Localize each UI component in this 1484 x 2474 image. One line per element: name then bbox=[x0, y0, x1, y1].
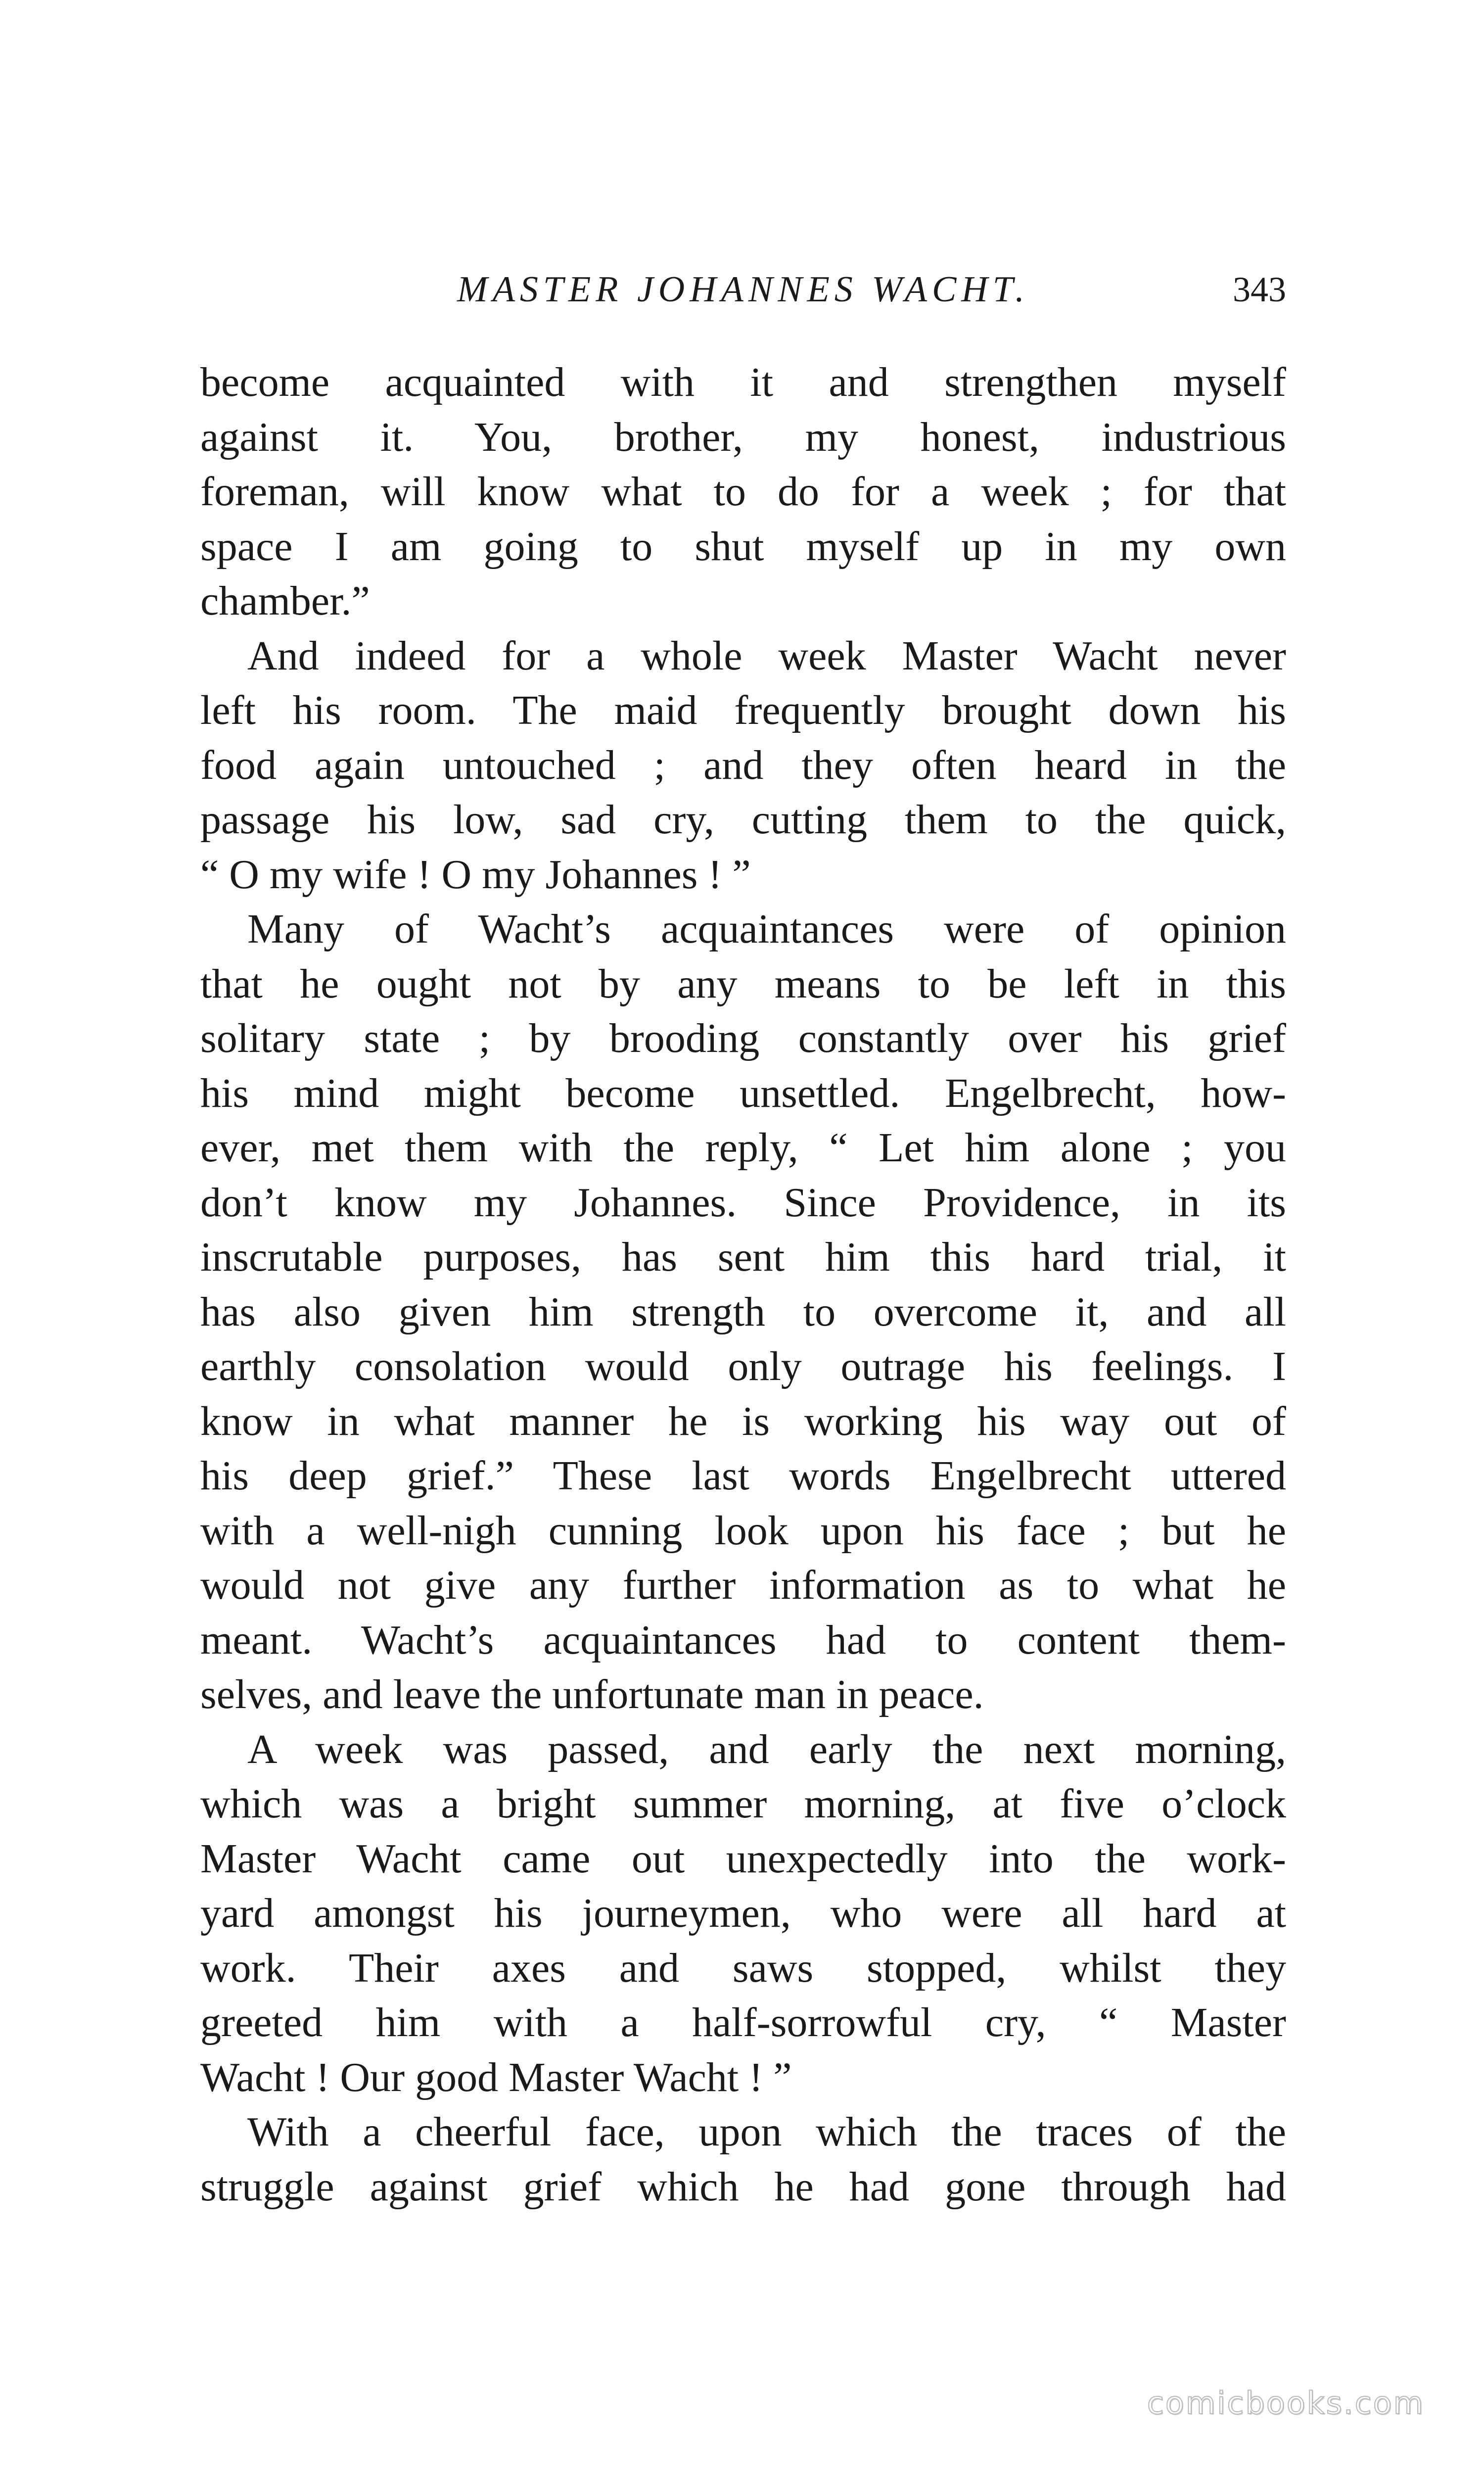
text-line: space I am going to shut myself up in my own bbox=[200, 523, 1286, 570]
text-line: inscrutable purposes, has sent him this hard trial, it bbox=[200, 1234, 1286, 1280]
page-number: 343 bbox=[1233, 270, 1286, 309]
text-line: Master Wacht came out unexpectedly into the work- bbox=[200, 1835, 1286, 1882]
text-line: chamber.” bbox=[200, 578, 370, 624]
text-line: don’t know my Johannes. Since Providence, in its bbox=[200, 1179, 1286, 1226]
text-line: solitary state ; by brooding constantly over his grief bbox=[200, 1015, 1286, 1061]
text-line: work. Their axes and saws stopped, whilst they bbox=[200, 1945, 1286, 1991]
text-line: greeted him with a half-sorrowful cry, “ Master bbox=[200, 1999, 1286, 2046]
text-line: ever, met them with the reply, “ Let him alone ; you bbox=[200, 1125, 1286, 1171]
text-line: yard amongst his journeymen, who were all hard at bbox=[200, 1890, 1286, 1936]
text-line: become acquainted with it and strengthen myself bbox=[200, 359, 1286, 405]
watermark: comicbooks.com bbox=[1147, 2385, 1425, 2421]
text-line: passage his low, sad cry, cutting them to the quick, bbox=[200, 797, 1286, 843]
paragraph-start-line: Many of Wacht’s acquaintances were of opinion bbox=[247, 906, 1286, 952]
paragraph-start-line: A week was passed, and early the next morning, bbox=[247, 1726, 1286, 1772]
text-line: food again untouched ; and they often heard in the bbox=[200, 742, 1286, 788]
text-line: “ O my wife ! O my Johannes ! ” bbox=[200, 851, 751, 898]
text-line: struggle against grief which he had gone through had bbox=[200, 2163, 1286, 2210]
text-body bbox=[200, 355, 1286, 2214]
text-line: meant. Wacht’s acquaintances had to content them- bbox=[200, 1617, 1286, 1663]
text-line: left his room. The maid frequently brought down his bbox=[200, 687, 1286, 733]
text-line: earthly consolation would only outrage his feelings. I bbox=[200, 1343, 1286, 1389]
text-line: with a well-nigh cunning look upon his face ; but he bbox=[200, 1507, 1286, 1554]
text-line: foreman, will know what to do for a week ; for that bbox=[200, 469, 1286, 515]
paragraph-start-line: And indeed for a whole week Master Wacht never bbox=[247, 632, 1286, 679]
text-line: that he ought not by any means to be left in this bbox=[200, 960, 1286, 1007]
text-line: has also given him strength to overcome it, and all bbox=[200, 1288, 1286, 1335]
text-line: his mind might become unsettled. Engelbrecht, how- bbox=[200, 1070, 1286, 1116]
text-line: would not give any further information as to what he bbox=[200, 1562, 1286, 1608]
paragraph-start-line: With a cheerful face, upon which the traces of the bbox=[247, 2109, 1286, 2155]
text-line: which was a bright summer morning, at five o’clock bbox=[200, 1781, 1286, 1827]
text-line: Wacht ! Our good Master Wacht ! ” bbox=[200, 2054, 792, 2100]
running-head bbox=[200, 265, 1286, 314]
text-line: his deep grief.” These last words Engelbrecht uttered bbox=[200, 1453, 1286, 1499]
text-line: selves, and leave the unfortunate man in peace. bbox=[200, 1671, 984, 1717]
text-line: know in what manner he is working his way out of bbox=[200, 1398, 1286, 1444]
text-line: against it. You, brother, my honest, industrious bbox=[200, 414, 1286, 460]
running-title: MASTER JOHANNES WACHT. bbox=[457, 269, 1029, 310]
